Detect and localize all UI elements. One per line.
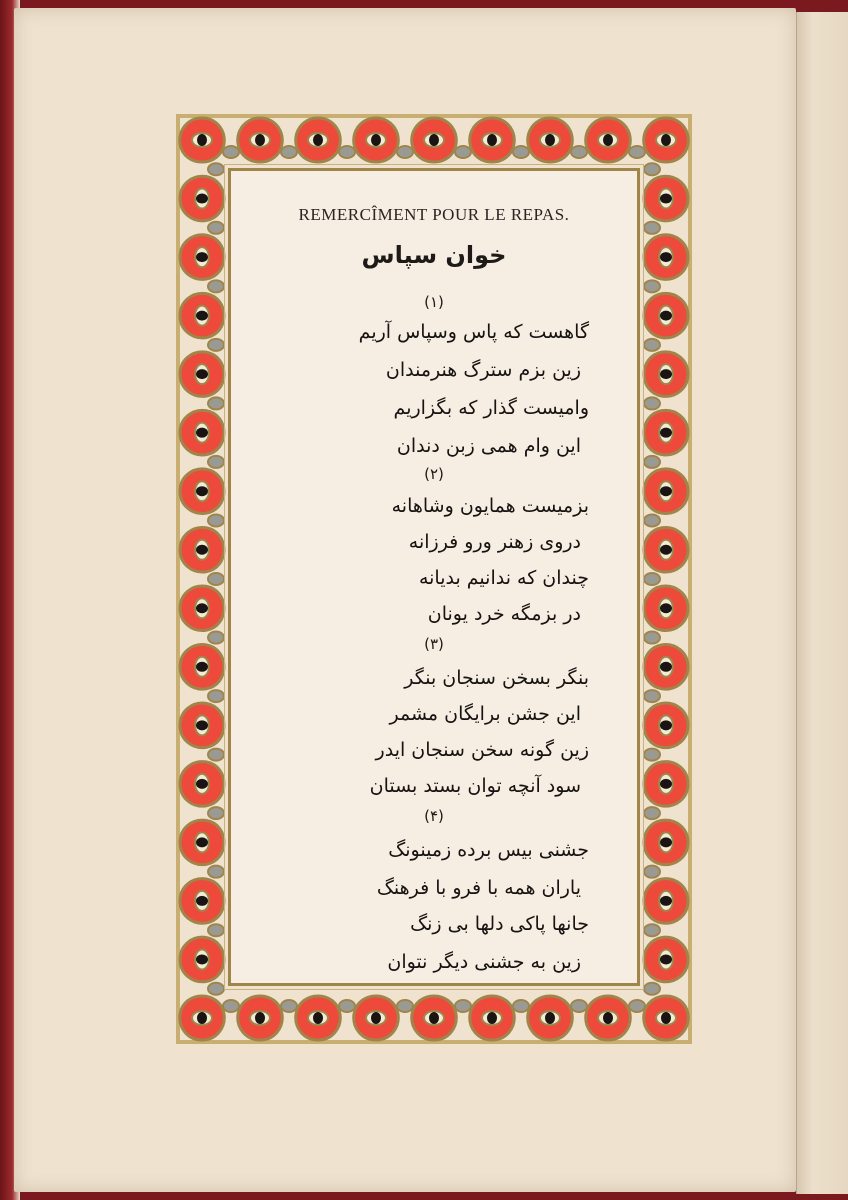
grey-seed-ornament: [644, 690, 660, 702]
grey-seed-ornament: [644, 456, 660, 468]
flower-motif: [180, 762, 224, 807]
text-panel: [228, 168, 640, 986]
grey-seed-ornament: [208, 924, 224, 936]
flower-motif: [354, 996, 399, 1040]
grey-seed-ornament: [644, 924, 660, 936]
grey-seed-ornament: [644, 983, 660, 995]
flower-motif: [180, 645, 224, 690]
grey-seed-ornament: [629, 1000, 645, 1012]
grey-seed-ornament: [571, 1000, 587, 1012]
grey-seed-ornament: [208, 397, 224, 409]
grey-seed-ornament: [644, 397, 660, 409]
grey-seed-ornament: [223, 1000, 239, 1012]
grey-seed-ornament: [208, 456, 224, 468]
flower-motif: [180, 410, 224, 455]
grey-seed-ornament: [208, 690, 224, 702]
grey-seed-ornament: [339, 146, 355, 158]
grey-seed-ornament: [208, 339, 224, 351]
verse-line: جانها پاکی دلها بی زنگ: [410, 913, 589, 935]
verse-line: جشنی بیس برده زمینونگ: [388, 839, 589, 861]
grey-seed-ornament: [644, 807, 660, 819]
grey-seed-ornament: [644, 163, 660, 175]
grey-seed-ornament: [397, 1000, 413, 1012]
verse-line: این جشن برایگان مشمر: [389, 703, 581, 725]
grey-seed-ornament: [644, 280, 660, 292]
flower-motif: [238, 996, 283, 1040]
flower-motif: [644, 996, 689, 1040]
grey-seed-ornament: [455, 146, 471, 158]
flower-motif: [180, 586, 224, 631]
flower-motif: [586, 996, 631, 1040]
flower-motif: [412, 118, 457, 162]
verse-line: زین به جشنی دیگر نتوان: [387, 951, 581, 973]
grey-seed-ornament: [223, 146, 239, 158]
grey-seed-ornament: [208, 632, 224, 644]
flower-motif: [180, 235, 224, 280]
verse-line: دروی زهنر ورو فرزانه: [408, 531, 581, 553]
verse-line: زین گونه سخن سنجان ایدر: [375, 739, 589, 761]
verse-line: وامیست گذار که بگزاریم: [393, 397, 589, 419]
flower-motif: [644, 820, 688, 865]
verse-line: در بزمگه خرد یونان: [427, 603, 581, 625]
flower-motif: [644, 762, 688, 807]
flower-motif: [354, 118, 399, 162]
flower-motif: [180, 352, 224, 397]
flower-motif: [180, 176, 224, 221]
flower-motif: [644, 235, 688, 280]
verse-line: بزمیست همایون وشاهانه: [391, 495, 589, 517]
flower-motif: [644, 410, 688, 455]
verse-line: گاهست که پاس وسپاس آریم: [358, 321, 589, 343]
flower-motif: [238, 118, 283, 162]
stanza-number: (۳): [424, 635, 444, 653]
flower-motif: [180, 527, 224, 572]
grey-seed-ornament: [281, 1000, 297, 1012]
flower-motif: [644, 703, 688, 748]
grey-seed-ornament: [513, 1000, 529, 1012]
stanza-number: (۱): [424, 293, 444, 311]
grey-seed-ornament: [455, 1000, 471, 1012]
flower-motif: [180, 937, 224, 982]
grey-seed-ornament: [208, 983, 224, 995]
grey-seed-ornament: [571, 146, 587, 158]
verse-line: چندان که ندانیم بدیانه: [418, 567, 589, 589]
grey-seed-ornament: [208, 866, 224, 878]
grey-seed-ornament: [208, 280, 224, 292]
grey-seed-ornament: [644, 749, 660, 761]
flower-motif: [644, 586, 688, 631]
grey-seed-ornament: [208, 163, 224, 175]
grey-seed-ornament: [644, 573, 660, 585]
flower-motif: [644, 176, 688, 221]
verse-line: سود آنچه توان بستد بستان: [369, 775, 581, 797]
grey-seed-ornament: [629, 146, 645, 158]
flower-motif: [644, 645, 688, 690]
flower-motif: [180, 820, 224, 865]
flower-motif: [180, 293, 224, 338]
grey-seed-ornament: [644, 339, 660, 351]
grey-seed-ornament: [644, 866, 660, 878]
flower-motif: [180, 996, 225, 1040]
flower-motif: [470, 996, 515, 1040]
flower-motif: [644, 527, 688, 572]
grey-seed-ornament: [208, 222, 224, 234]
grey-seed-ornament: [644, 514, 660, 526]
verse-line: یاران همه با فرو با فرهنگ: [376, 877, 581, 899]
verse-line: این وام همی زبن دندان: [396, 435, 581, 457]
flower-motif: [644, 118, 689, 162]
flower-motif: [644, 293, 688, 338]
flower-motif: [470, 118, 515, 162]
flower-motif: [644, 352, 688, 397]
grey-seed-ornament: [281, 146, 297, 158]
flower-motif: [644, 879, 688, 924]
flower-motif: [528, 118, 573, 162]
flower-motif: [644, 937, 688, 982]
flower-motif: [296, 118, 341, 162]
flower-motif: [180, 469, 224, 514]
flower-motif: [644, 469, 688, 514]
grey-seed-ornament: [208, 514, 224, 526]
verse-line: زین بزم سترگ هنرمندان: [385, 359, 581, 381]
flower-motif: [586, 118, 631, 162]
grey-seed-ornament: [644, 632, 660, 644]
page-heading: REMERCÎMENT POUR LE REPAS.: [298, 205, 570, 224]
grey-seed-ornament: [208, 749, 224, 761]
stanza-number: (۴): [424, 807, 444, 825]
grey-seed-ornament: [644, 222, 660, 234]
flower-motif: [412, 996, 457, 1040]
stanza-number: (۲): [424, 465, 444, 483]
flower-motif: [180, 118, 225, 162]
flower-motif: [528, 996, 573, 1040]
grey-seed-ornament: [339, 1000, 355, 1012]
grey-seed-ornament: [208, 573, 224, 585]
flower-motif: [180, 879, 224, 924]
next-page-edge: [796, 12, 848, 1194]
grey-seed-ornament: [397, 146, 413, 158]
persian-title: خوان سپاس: [361, 241, 507, 269]
grey-seed-ornament: [208, 807, 224, 819]
grey-seed-ornament: [513, 146, 529, 158]
flower-motif: [180, 703, 224, 748]
flower-motif: [296, 996, 341, 1040]
verse-line: بنگر بسخن سنجان بنگر: [404, 667, 589, 689]
